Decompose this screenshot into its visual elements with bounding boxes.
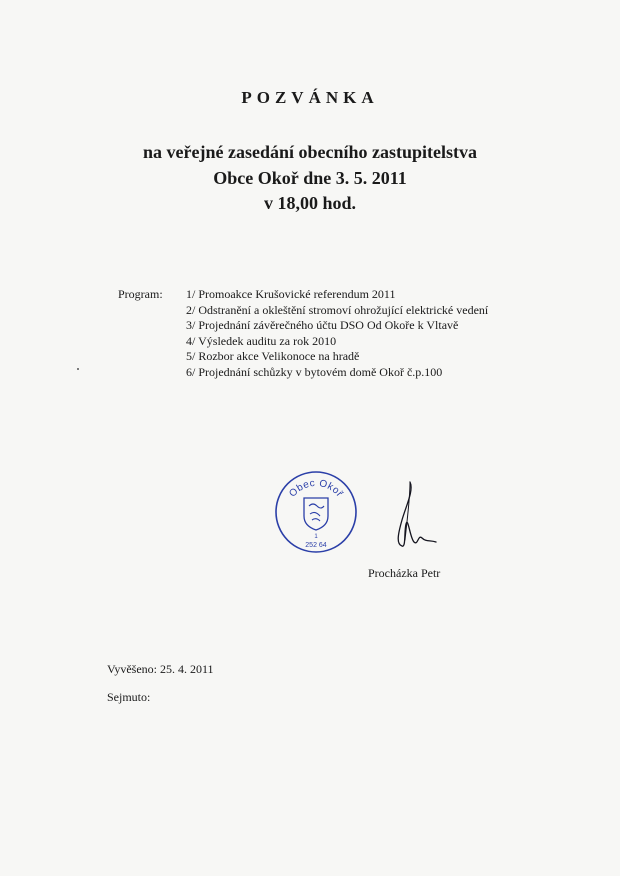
- svg-text:Obec Okoř: [287, 478, 345, 500]
- posted-date: Vyvěšeno: 25. 4. 2011: [107, 662, 214, 676]
- removed-date: Sejmuto:: [107, 690, 151, 704]
- program-item: 4/ Výsledek auditu za rok 2010: [186, 333, 337, 348]
- program-list: [186, 287, 488, 380]
- subtitle-line-1: na veřejné zasedání obecního zastupitelstva: [143, 142, 477, 162]
- stamp-text: Obec Okoř: [287, 477, 345, 500]
- program-item: 1/ Promoakce Krušovické referendum 2011: [186, 287, 396, 301]
- municipal-stamp-icon: [274, 470, 358, 554]
- program-label: Program:: [118, 287, 163, 301]
- program-item: 6/ Projednání schůzky v bytovém domě Okoř č.p.100: [186, 364, 443, 379]
- handwritten-signature-icon: [392, 480, 452, 560]
- document-title: POZVÁNKA: [241, 88, 379, 107]
- signer-name: Procházka Petr: [368, 566, 441, 580]
- stamp-postal-code: 252 64: [305, 542, 327, 549]
- subtitle-line-2: Obce Okoř dne 3. 5. 2011: [213, 168, 407, 188]
- stamp-number: 1: [314, 534, 318, 540]
- subtitle-line-3: v 18,00 hod.: [263, 193, 357, 213]
- program-item: 3/ Projednání závěrečného účtu DSO Od Okoře k Vltavě: [186, 318, 459, 332]
- scan-speck: [77, 368, 79, 370]
- program-item: 2/ Odstranění a okleštění stromoví ohrožující elektrické vedení: [186, 302, 489, 317]
- program-item: 5/ Rozbor akce Velikonoce na hradě: [186, 349, 360, 363]
